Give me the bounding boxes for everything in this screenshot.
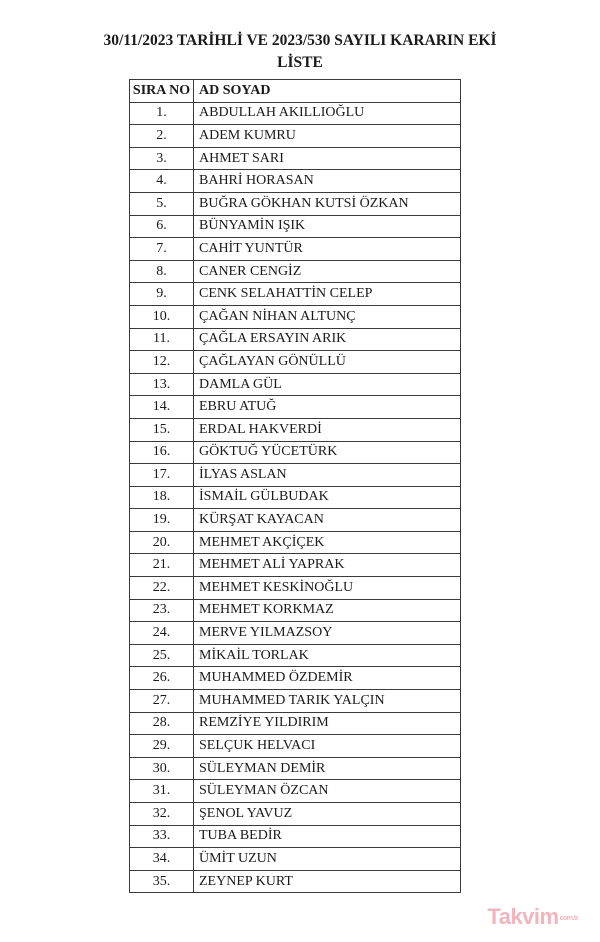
table-row — [130, 238, 461, 261]
table-row — [130, 531, 461, 554]
row-name: CENK SELAHATTİN CELEP — [194, 283, 461, 306]
row-name: BAHRİ HORASAN — [194, 170, 461, 193]
table-row — [130, 848, 461, 871]
row-number: 12. — [130, 351, 194, 374]
row-number: 19. — [130, 509, 194, 532]
row-name: MEHMET KESKİNOĞLU — [194, 577, 461, 600]
row-number: 33. — [130, 825, 194, 848]
table-row — [130, 260, 461, 283]
table-row — [130, 396, 461, 419]
table-row — [130, 644, 461, 667]
row-number: 5. — [130, 192, 194, 215]
row-number: 34. — [130, 848, 194, 871]
row-name: KÜRŞAT KAYACAN — [194, 509, 461, 532]
table-row — [130, 757, 461, 780]
row-name: AHMET SARI — [194, 147, 461, 170]
row-number: 30. — [130, 757, 194, 780]
row-number: 7. — [130, 238, 194, 261]
table-row — [130, 418, 461, 441]
row-number: 13. — [130, 373, 194, 396]
row-number: 24. — [130, 622, 194, 645]
row-number: 16. — [130, 441, 194, 464]
row-number: 15. — [130, 418, 194, 441]
row-number: 26. — [130, 667, 194, 690]
row-name: MİKAİL TORLAK — [194, 644, 461, 667]
table-row — [130, 486, 461, 509]
table-row — [130, 509, 461, 532]
table-row — [130, 147, 461, 170]
table-row — [130, 667, 461, 690]
table-row — [130, 690, 461, 713]
row-name: BUĞRA GÖKHAN KUTSİ ÖZKAN — [194, 192, 461, 215]
table-row — [130, 102, 461, 125]
row-name: İLYAS ASLAN — [194, 464, 461, 487]
row-number: 29. — [130, 735, 194, 758]
row-number: 9. — [130, 283, 194, 306]
row-name: MEHMET KORKMAZ — [194, 599, 461, 622]
row-name: SÜLEYMAN ÖZCAN — [194, 780, 461, 803]
watermark-brand: Takvim — [487, 904, 559, 929]
row-number: 31. — [130, 780, 194, 803]
table-row — [130, 803, 461, 826]
row-name: ÇAĞLA ERSAYIN ARIK — [194, 328, 461, 351]
row-name: ÇAĞLAYAN GÖNÜLLÜ — [194, 351, 461, 374]
row-name: GÖKTUĞ YÜCETÜRK — [194, 441, 461, 464]
table-row — [130, 712, 461, 735]
row-name: ABDULLAH AKILLIOĞLU — [194, 102, 461, 125]
row-name: DAMLA GÜL — [194, 373, 461, 396]
row-name: ERDAL HAKVERDİ — [194, 418, 461, 441]
table-row — [130, 283, 461, 306]
row-number: 32. — [130, 803, 194, 826]
table-header-row — [130, 80, 461, 103]
column-header-sira-no: SIRA NO — [130, 80, 194, 103]
table-row — [130, 464, 461, 487]
table-row — [130, 780, 461, 803]
row-number: 25. — [130, 644, 194, 667]
row-name: ŞENOL YAVUZ — [194, 803, 461, 826]
table-row — [130, 554, 461, 577]
row-number: 3. — [130, 147, 194, 170]
column-header-ad-soyad: AD SOYAD — [194, 80, 461, 103]
table-row — [130, 735, 461, 758]
row-name: EBRU ATUĞ — [194, 396, 461, 419]
row-number: 23. — [130, 599, 194, 622]
row-number: 6. — [130, 215, 194, 238]
table-row — [130, 305, 461, 328]
table-row — [130, 577, 461, 600]
row-name: CAHİT YUNTÜR — [194, 238, 461, 261]
row-name: SÜLEYMAN DEMİR — [194, 757, 461, 780]
row-name: MERVE YILMAZSOY — [194, 622, 461, 645]
table-row — [130, 328, 461, 351]
row-name: İSMAİL GÜLBUDAK — [194, 486, 461, 509]
row-number: 10. — [130, 305, 194, 328]
row-name: TUBA BEDİR — [194, 825, 461, 848]
row-number: 27. — [130, 690, 194, 713]
row-name: ÇAĞAN NİHAN ALTUNÇ — [194, 305, 461, 328]
table-row — [130, 373, 461, 396]
row-number: 18. — [130, 486, 194, 509]
table-row — [130, 192, 461, 215]
table-row — [130, 351, 461, 374]
row-number: 28. — [130, 712, 194, 735]
table-row — [130, 170, 461, 193]
row-name: MUHAMMED TARIK YALÇIN — [194, 690, 461, 713]
row-number: 4. — [130, 170, 194, 193]
takvim-watermark-logo — [487, 904, 578, 930]
row-number: 8. — [130, 260, 194, 283]
table-row — [130, 125, 461, 148]
table-row — [130, 622, 461, 645]
row-number: 11. — [130, 328, 194, 351]
names-table — [129, 79, 461, 893]
title-line-1: 30/11/2023 TARİHLİ VE 2023/530 SAYILI KARARIN EKİ — [103, 32, 497, 49]
row-number: 14. — [130, 396, 194, 419]
row-name: CANER CENGİZ — [194, 260, 461, 283]
document-title — [0, 30, 600, 74]
table-body — [130, 102, 461, 893]
row-name: BÜNYAMİN IŞIK — [194, 215, 461, 238]
row-number: 22. — [130, 577, 194, 600]
row-name: ADEM KUMRU — [194, 125, 461, 148]
row-number: 2. — [130, 125, 194, 148]
row-name: SELÇUK HELVACI — [194, 735, 461, 758]
row-name: ÜMİT UZUN — [194, 848, 461, 871]
watermark-suffix: com.tr — [559, 914, 578, 922]
row-name: REMZİYE YILDIRIM — [194, 712, 461, 735]
table-row — [130, 825, 461, 848]
table-row — [130, 441, 461, 464]
table-row — [130, 870, 461, 893]
row-name: MUHAMMED ÖZDEMİR — [194, 667, 461, 690]
table-row — [130, 599, 461, 622]
row-number: 21. — [130, 554, 194, 577]
title-line-2: LİSTE — [277, 54, 323, 71]
row-number: 20. — [130, 531, 194, 554]
row-number: 1. — [130, 102, 194, 125]
row-name: MEHMET ALİ YAPRAK — [194, 554, 461, 577]
row-name: ZEYNEP KURT — [194, 870, 461, 893]
table-row — [130, 215, 461, 238]
row-name: MEHMET AKÇİÇEK — [194, 531, 461, 554]
row-number: 35. — [130, 870, 194, 893]
row-number: 17. — [130, 464, 194, 487]
